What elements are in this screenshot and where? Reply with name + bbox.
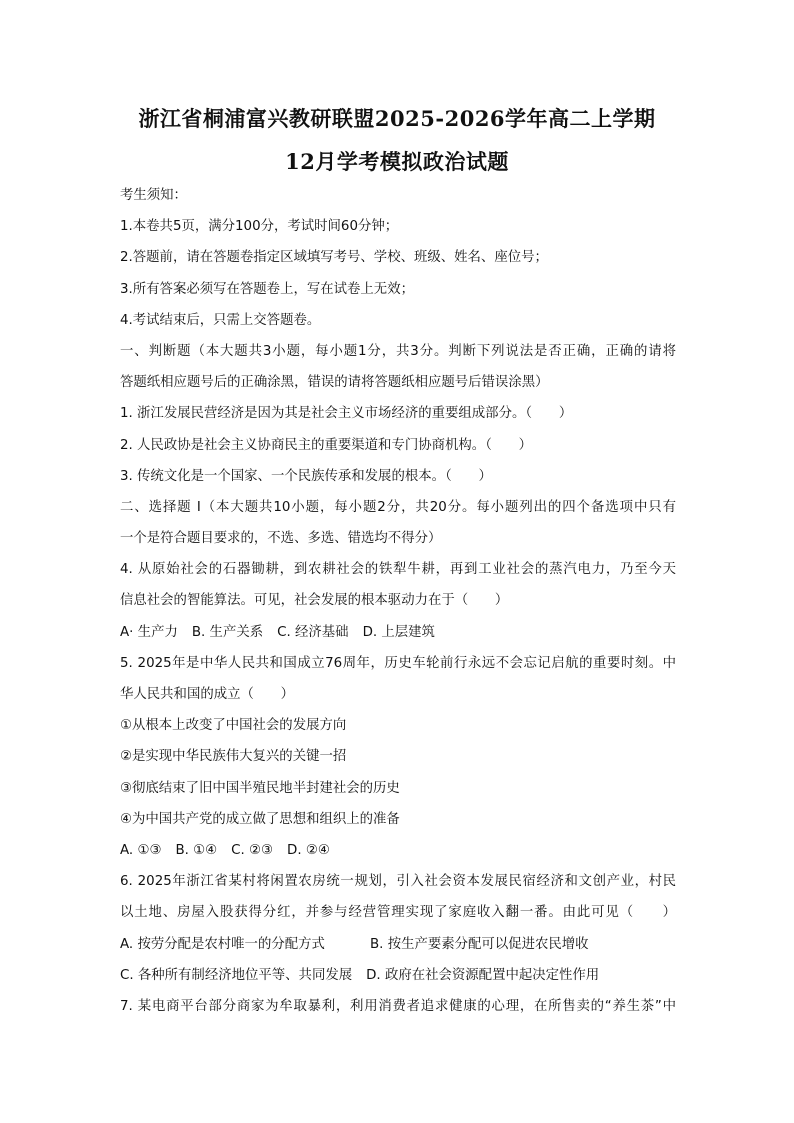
- notice-header: 考生须知：: [120, 188, 187, 203]
- question-5-option-d: D. ②④: [287, 842, 330, 858]
- question-6-option-d: D. 政府在社会资源配置中起决定性作用: [366, 967, 600, 983]
- question-5-statement-1: ①从根本上改变了中国社会的发展方向: [120, 718, 347, 734]
- question-1: 1. 浙江发展民营经济是因为其是社会主义市场经济的重要组成部分。（ ）: [120, 406, 573, 422]
- question-6-option-b: B. 按生产要素分配可以促进农民增收: [370, 936, 589, 952]
- section1-intro-line1: 一、判断题（本大题共3小题，每小题1分，共3分。判断下列说法是否正确，正确的请将: [120, 343, 676, 359]
- question-4-option-a: A· 生产力: [120, 624, 178, 640]
- question-2: 2. 人民政协是社会主义协商民主的重要渠道和专门协商机构。（ ）: [120, 437, 533, 453]
- question-5-stem-line2: 华人民共和国的成立（ ）: [120, 687, 295, 702]
- question-6-stem-line2: 以土地、房屋入股获得分红，并参与经营管理实现了家庭收入翻一番。由此可见（ ）: [120, 905, 676, 921]
- question-4-stem-line2: 信息社会的智能算法。可见，社会发展的根本驱动力在于（ ）: [120, 593, 509, 609]
- question-4-option-b: B. 生产关系: [191, 624, 264, 640]
- question-5-options: [120, 841, 676, 872]
- notice-item-1: 1.本卷共5页，满分100分，考试时间60分钟；: [120, 219, 399, 235]
- question-4-stem-line1: 4. 从原始社会的石器锄耕，到农耕社会的铁犁牛耕，再到工业社会的蒸汽电力，乃至今天: [120, 562, 676, 578]
- question-3: 3. 传统文化是一个国家、一个民族传承和发展的根本。（ ）: [120, 468, 492, 484]
- section1-intro-line2: 答题纸相应题号后的正确涂黑，错误的请将答题纸相应题号后错误涂黑）: [120, 375, 549, 391]
- question-6-option-c: C. 各种所有制经济地位平等、共同发展: [120, 967, 353, 983]
- question-4-options: [120, 623, 676, 654]
- question-5-option-c: C. ②③: [231, 842, 274, 858]
- question-7-stem-line1: 7. 某电商平台部分商家为牟取暴利，利用消费者追求健康的心理，在所售卖的“养生茶”中: [120, 998, 676, 1014]
- notice-item-3: 3.所有答案必须写在答题卷上，写在试卷上无效；: [120, 281, 414, 297]
- question-5-statement-3: ③彻底结束了旧中国半殖民地半封建社会的历史: [120, 780, 400, 796]
- notice-item-2: 2.答题前，请在答题卷指定区域填写考号、学校、班级、姓名、座位号；: [120, 250, 548, 266]
- question-6-options-row2: [120, 966, 676, 997]
- question-5-statement-4: ④为中国共产党的成立做了思想和组织上的准备: [120, 811, 400, 827]
- question-5-option-a: A. ①③: [120, 842, 162, 858]
- section2-intro-line2: 一个是符合题目要求的，不选、多选、错选均不得分）: [120, 531, 442, 547]
- question-6-stem-line1: 6. 2025年浙江省某村将闲置农房统一规划，引入社会资本发展民宿经济和文创产业，村民: [120, 874, 676, 890]
- notice-item-4: 4.考试结束后，只需上交答题卷。: [120, 312, 321, 328]
- question-5-stem-line1: 5. 2025年是中华人民共和国成立76周年，历史车轮前行永远不会忘记启航的重要时刻。中: [120, 655, 676, 671]
- exam-title-line2: 12月学考模拟政治试题: [285, 149, 509, 174]
- section2-intro-line1: 二、选择题 I（本大题共10小题，每小题2分，共20分。每小题列出的四个备选项中只有: [120, 499, 676, 515]
- question-4-option-c: C. 经济基础: [277, 624, 349, 640]
- question-6-option-a: A. 按劳分配是农村唯一的分配方式: [120, 936, 325, 952]
- question-5-statement-2: ②是实现中华民族伟大复兴的关键一招: [120, 749, 347, 765]
- exam-title-line1: 浙江省桐浦富兴教研联盟2025-2026学年高二上学期: [138, 106, 656, 131]
- exam-body: [120, 186, 676, 1028]
- question-5-option-b: B. ①④: [175, 842, 218, 858]
- question-6-options-row1: [120, 935, 676, 966]
- question-4-option-d: D. 上层建筑: [362, 624, 435, 640]
